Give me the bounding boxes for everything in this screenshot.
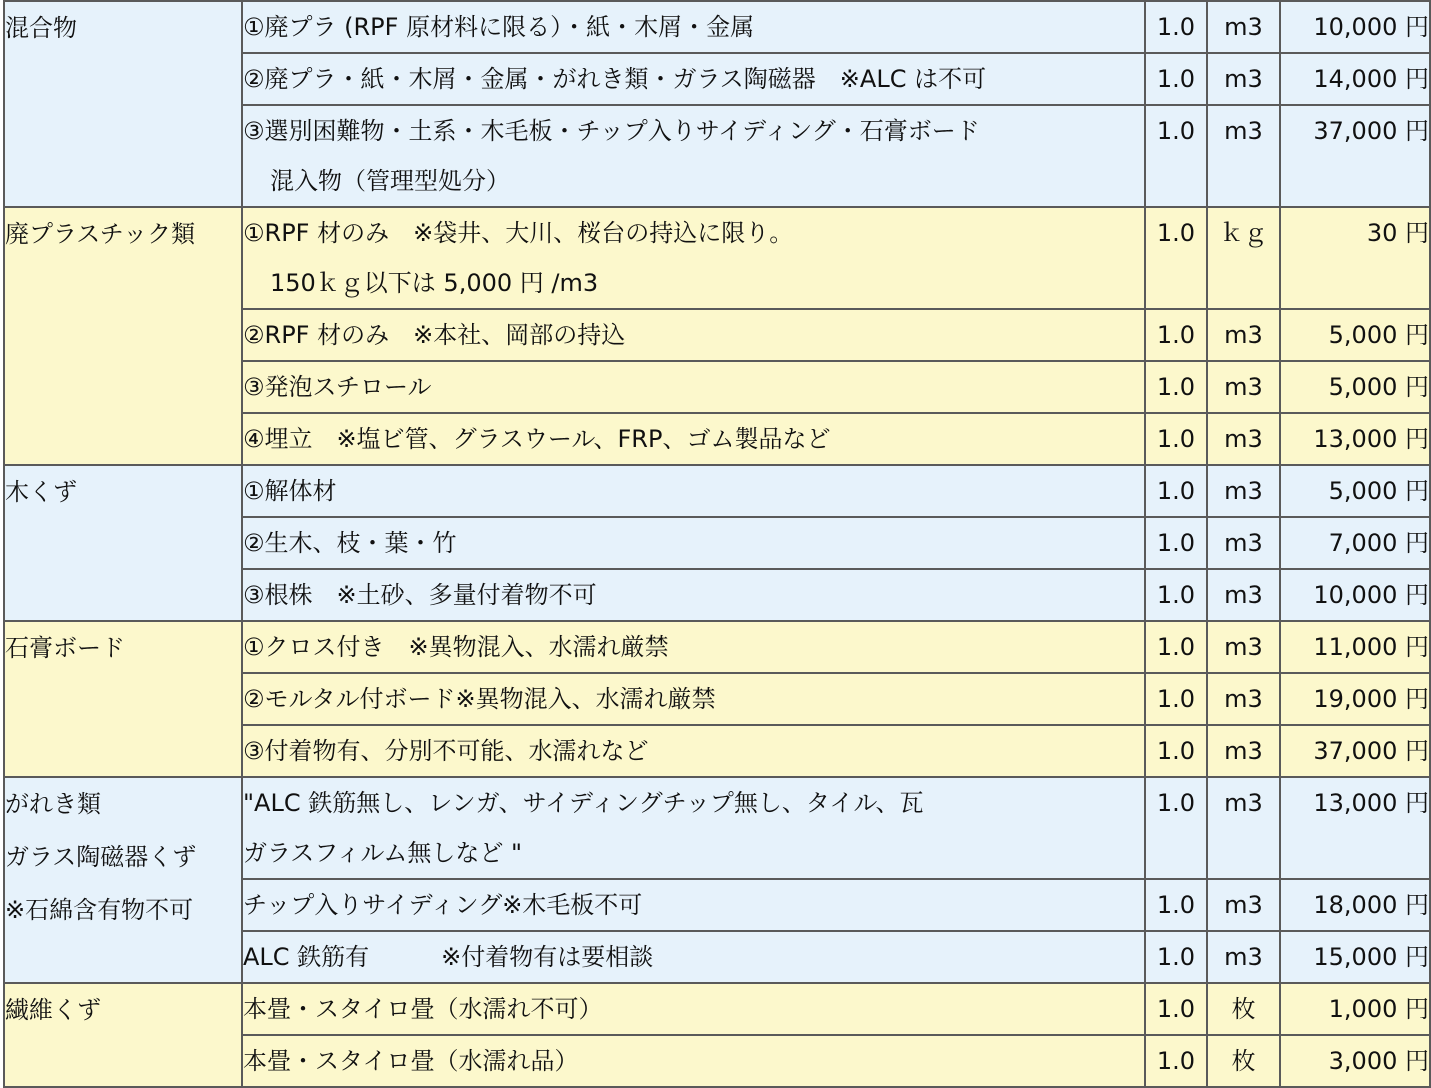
category-label: 廃プラスチック類 xyxy=(5,220,196,248)
item-quantity: 1.0 xyxy=(1145,983,1207,1035)
item-price: 5,000 円 xyxy=(1280,361,1430,413)
item-description-line: ①廃プラ (RPF 原材料に限る）・紙・木屑・金属 xyxy=(243,13,755,41)
category-label: 石膏ボード xyxy=(5,634,125,662)
item-quantity: 1.0 xyxy=(1145,931,1207,983)
item-price: 13,000 円 xyxy=(1280,777,1430,879)
item-quantity: 1.0 xyxy=(1145,361,1207,413)
item-description-cell xyxy=(242,1,1145,53)
item-description-cell xyxy=(242,53,1145,105)
item-unit: 枚 xyxy=(1207,1035,1280,1087)
item-quantity: 1.0 xyxy=(1145,1,1207,53)
item-price: 10,000 円 xyxy=(1280,569,1430,621)
item-description-cell xyxy=(242,879,1145,931)
item-description-line: ③根株 ※土砂、多量付着物不可 xyxy=(243,581,597,609)
item-description-cell xyxy=(242,465,1145,517)
item-description-line: ②生木、枝・葉・竹 xyxy=(243,529,457,557)
item-description-cell xyxy=(242,725,1145,777)
item-price: 3,000 円 xyxy=(1280,1035,1430,1087)
item-description-cell xyxy=(242,931,1145,983)
item-description-cell xyxy=(242,777,1145,879)
item-unit: ｋｇ xyxy=(1207,207,1280,309)
table-row xyxy=(4,465,1430,517)
item-unit: m3 xyxy=(1207,309,1280,361)
item-price: 19,000 円 xyxy=(1280,673,1430,725)
item-price: 5,000 円 xyxy=(1280,465,1430,517)
item-quantity: 1.0 xyxy=(1145,413,1207,465)
item-price: 37,000 円 xyxy=(1280,105,1430,207)
item-price: 30 円 xyxy=(1280,207,1430,309)
table-row xyxy=(4,983,1430,1035)
item-description-cell xyxy=(242,207,1145,309)
disposal-price-table xyxy=(3,0,1431,1088)
item-description-line: ④埋立 ※塩ビ管、グラスウール、FRP、ゴム製品など xyxy=(243,425,831,453)
item-unit: m3 xyxy=(1207,105,1280,207)
item-price: 13,000 円 xyxy=(1280,413,1430,465)
item-unit: m3 xyxy=(1207,931,1280,983)
category-label: ガラス陶磁器くず xyxy=(5,843,197,871)
item-description-cell xyxy=(242,413,1145,465)
item-quantity: 1.0 xyxy=(1145,207,1207,309)
item-price: 5,000 円 xyxy=(1280,309,1430,361)
item-description-line: ③付着物有、分別不可能、水濡れなど xyxy=(243,737,649,765)
item-price: 18,000 円 xyxy=(1280,879,1430,931)
item-unit: m3 xyxy=(1207,879,1280,931)
item-description-line: ガラスフィルム無しなど " xyxy=(243,839,523,867)
item-description-line: ②RPF 材のみ ※本社、岡部の持込 xyxy=(243,321,626,349)
table-row xyxy=(4,621,1430,673)
item-unit: m3 xyxy=(1207,413,1280,465)
item-description-line: ③発泡スチロール xyxy=(243,373,432,401)
item-description-cell xyxy=(242,105,1145,207)
item-price: 10,000 円 xyxy=(1280,1,1430,53)
category-cell xyxy=(4,621,242,777)
price-table-body xyxy=(4,1,1430,1087)
item-price: 15,000 円 xyxy=(1280,931,1430,983)
item-unit: 枚 xyxy=(1207,983,1280,1035)
item-quantity: 1.0 xyxy=(1145,673,1207,725)
item-quantity: 1.0 xyxy=(1145,517,1207,569)
category-label: ※石綿含有物不可 xyxy=(5,896,194,924)
category-label: がれき類 xyxy=(5,790,101,818)
item-unit: m3 xyxy=(1207,673,1280,725)
item-description-line: "ALC 鉄筋無し、レンガ、サイディングチップ無し、タイル、瓦 xyxy=(243,789,924,817)
item-quantity: 1.0 xyxy=(1145,569,1207,621)
item-quantity: 1.0 xyxy=(1145,879,1207,931)
table-row xyxy=(4,777,1430,879)
item-description-line: ①RPF 材のみ ※袋井、大川、桜台の持込に限り。 xyxy=(243,219,794,247)
item-quantity: 1.0 xyxy=(1145,621,1207,673)
item-description-cell xyxy=(242,309,1145,361)
category-cell xyxy=(4,983,242,1087)
category-cell xyxy=(4,777,242,983)
category-label: 木くず xyxy=(5,478,77,506)
category-label: 繊維くず xyxy=(5,996,101,1024)
item-description-cell xyxy=(242,569,1145,621)
item-quantity: 1.0 xyxy=(1145,309,1207,361)
category-label: 混合物 xyxy=(5,14,77,42)
item-quantity: 1.0 xyxy=(1145,53,1207,105)
item-unit: m3 xyxy=(1207,1,1280,53)
category-cell xyxy=(4,465,242,621)
item-quantity: 1.0 xyxy=(1145,105,1207,207)
item-price: 14,000 円 xyxy=(1280,53,1430,105)
item-quantity: 1.0 xyxy=(1145,777,1207,879)
item-quantity: 1.0 xyxy=(1145,465,1207,517)
item-description-line: ALC 鉄筋有 ※付着物有は要相談 xyxy=(243,943,654,971)
item-unit: m3 xyxy=(1207,569,1280,621)
item-price: 7,000 円 xyxy=(1280,517,1430,569)
table-row xyxy=(4,1,1430,53)
item-description-cell xyxy=(242,673,1145,725)
item-price: 11,000 円 xyxy=(1280,621,1430,673)
item-description-line: ①解体材 xyxy=(243,477,337,505)
item-price: 37,000 円 xyxy=(1280,725,1430,777)
item-description-line: 混入物（管理型処分） xyxy=(270,167,510,195)
item-quantity: 1.0 xyxy=(1145,725,1207,777)
item-unit: m3 xyxy=(1207,725,1280,777)
item-description-cell xyxy=(242,1035,1145,1087)
item-quantity: 1.0 xyxy=(1145,1035,1207,1087)
item-description-cell xyxy=(242,517,1145,569)
item-description-line: ①クロス付き ※異物混入、水濡れ厳禁 xyxy=(243,633,669,661)
item-description-line: ②モルタル付ボード※異物混入、水濡れ厳禁 xyxy=(243,685,716,713)
item-description-cell xyxy=(242,621,1145,673)
category-cell xyxy=(4,207,242,465)
item-description-line: 150ｋｇ以下は 5,000 円 /m3 xyxy=(270,269,599,297)
item-description-line: ②廃プラ・紙・木屑・金属・がれき類・ガラス陶磁器 ※ALC は不可 xyxy=(243,65,987,93)
item-unit: m3 xyxy=(1207,517,1280,569)
category-cell xyxy=(4,1,242,207)
table-row xyxy=(4,207,1430,309)
item-description-cell xyxy=(242,983,1145,1035)
item-unit: m3 xyxy=(1207,621,1280,673)
item-description-line: ③選別困難物・土系・木毛板・チップ入りサイディング・石膏ボード xyxy=(243,117,980,145)
item-unit: m3 xyxy=(1207,465,1280,517)
item-description-line: チップ入りサイディング※木毛板不可 xyxy=(243,891,643,919)
item-unit: m3 xyxy=(1207,777,1280,879)
item-description-line: 本畳・スタイロ畳（水濡れ品） xyxy=(243,1047,579,1075)
item-description-line: 本畳・スタイロ畳（水濡れ不可） xyxy=(243,995,603,1023)
item-price: 1,000 円 xyxy=(1280,983,1430,1035)
item-unit: m3 xyxy=(1207,361,1280,413)
item-description-cell xyxy=(242,361,1145,413)
item-unit: m3 xyxy=(1207,53,1280,105)
